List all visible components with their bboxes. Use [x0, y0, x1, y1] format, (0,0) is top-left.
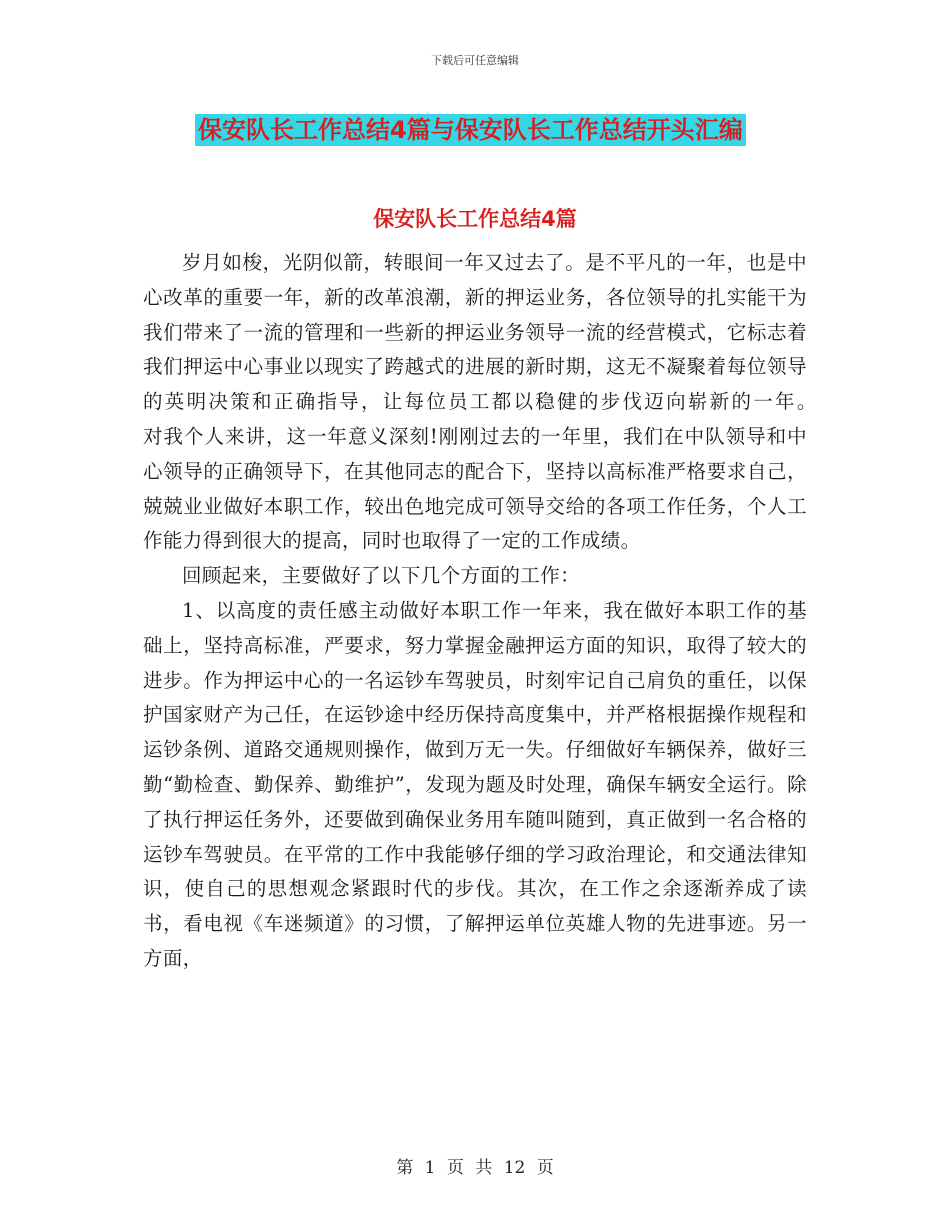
document-title: 保安队长工作总结4篇与保安队长工作总结开头汇编 — [195, 114, 746, 146]
page-footer: 第 1 页 共 12 页 — [396, 1158, 554, 1178]
section-title: 保安队长工作总结4篇 — [373, 207, 577, 231]
document-body — [143, 246, 847, 977]
paragraph: 岁月如梭，光阴似箭，转眼间一年又过去了。是不平凡的一年，也是中心改革的重要一年，新的改革浪潮，新的押运业务，各位领导的扎实能干为我们带来了一流的管理和一些新的押运业务领导一流的经营模式，它标志着我们押运中心事业以现实了跨越式的进展的新时期，这无不凝聚着每位领导的英明决策和正确指导，让每位员工都以稳健的步伐迈向崭新的一年。 对我个人来讲，这一年意义深刻!刚刚过去的一年里，我们在中队领导和中心领导的正确领导下，在其他同志的配合下，坚持以高标准严格要求自己，兢兢业业做好本职工作，较出色地完成可领导交给的各项工作任务，个人工作能力得到很大的提高，同时也取得了一定的工作成绩。 — [143, 251, 847, 553]
paragraph: 1、以高度的责任感主动做好本职工作一年来，我在做好本职工作的基础上，坚持高标准，严要求，努力掌握金融押运方面的知识，取得了较大的进步。作为押运中心的一名运钞车驾驶员，时刻牢记自己肩负的重任，以保护国家财产为己任，在运钞途中经历保持高度集中，并严格根据操作规程和运钞条例、道路交通规则操作，做到万无一失。仔细做好车辆保养，做好三勤“勤检查、勤保养、勤维护”，发现为题及时处理，确保车辆安全运行。除了执行押运任务外，还要做到确保业务用车随叫随到，真正做到一名合格的运钞车驾驶员。在平常的工作中我能够仔细的学习政治理论，和交通法律知识，使自己的思想观念紧跟时代的步伐。其次，在工作之余逐渐养成了读书，看电视《车迷频道》的习惯，了解押运单位英雄人物的先进事迹。另一方面， — [143, 598, 807, 970]
header-note: 下载后可任意编辑 — [431, 54, 519, 67]
paragraph: 回顾起来，主要做好了以下几个方面的工作： — [182, 564, 581, 588]
